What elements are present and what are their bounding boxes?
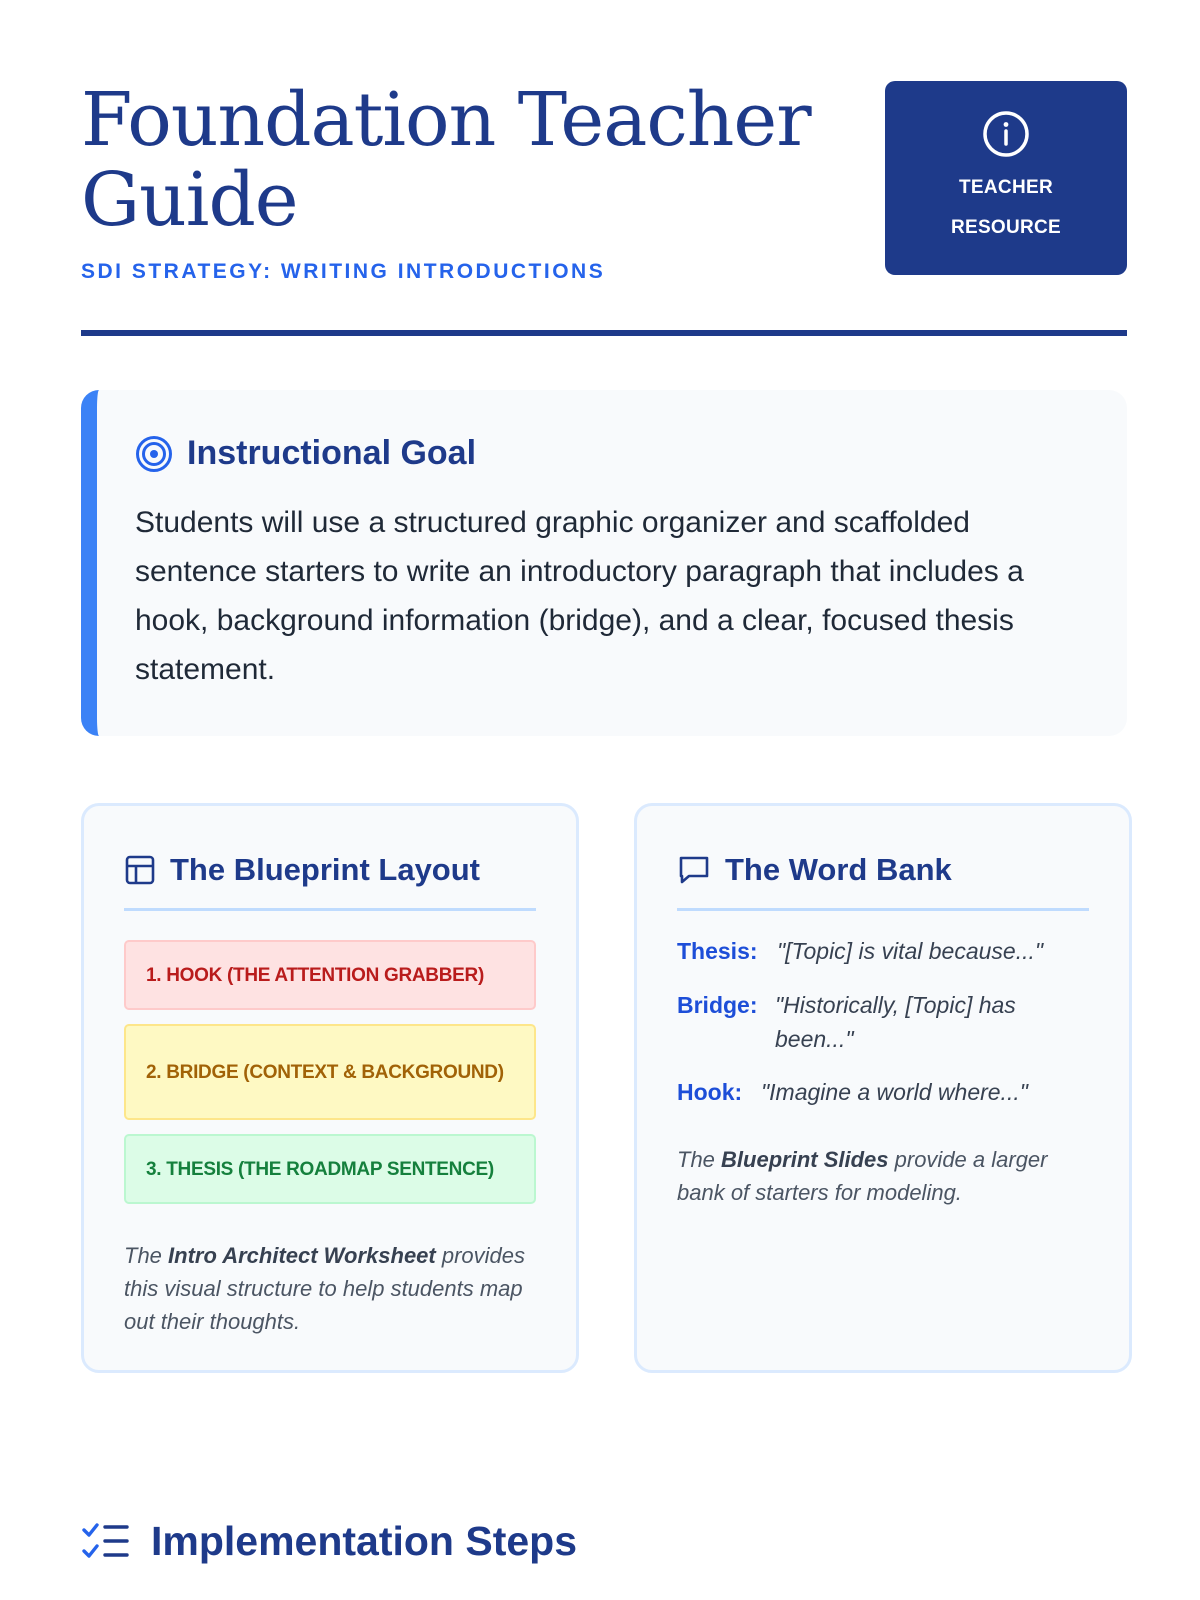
- layout-icon: [124, 854, 156, 886]
- blueprint-thesis-box: 3. THESIS (THE ROADMAP SENTENCE): [124, 1134, 536, 1204]
- goal-heading-text: Instructional Goal: [187, 434, 477, 472]
- wordbank-value: "[Topic] is vital because...": [777, 938, 1044, 964]
- blueprint-heading: [124, 852, 480, 888]
- page-header: [81, 77, 1127, 336]
- info-icon: [981, 109, 1031, 159]
- badge-line-1: TEACHER: [959, 177, 1053, 198]
- wordbank-note: [677, 1143, 1077, 1209]
- chat-icon: [677, 854, 711, 886]
- wordbank-title: The Word Bank: [725, 852, 952, 887]
- goal-text: Students will use a structured graphic organizer and scaffolded sentence starters to write an introductory paragraph that includes a hook, background information (bridge), and a clear, focused thesis statement.: [135, 506, 1024, 686]
- blueprint-note: [124, 1239, 544, 1338]
- goal-heading: [135, 434, 476, 473]
- wordbank-label: Hook:: [677, 1079, 743, 1105]
- blueprint-hook-box: 1. HOOK (THE ATTENTION GRABBER): [124, 940, 536, 1010]
- page-subtitle: SDI STRATEGY: WRITING INTRODUCTIONS: [81, 260, 606, 283]
- checklist-icon: [81, 1521, 131, 1563]
- header-divider: [81, 330, 1127, 336]
- implementation-title: Implementation Steps: [151, 1518, 578, 1564]
- wordbank-value: "Historically, [Topic] has been...": [775, 992, 1016, 1052]
- implementation-heading: [81, 1518, 577, 1565]
- blueprint-note-prefix: The: [124, 1243, 169, 1268]
- blueprint-divider: [124, 908, 536, 911]
- wordbank-label: Bridge:: [677, 992, 758, 1018]
- wordbank-value: "Imagine a world where...": [761, 1079, 1028, 1105]
- wordbank-note-bold: Blueprint Slides: [721, 1147, 889, 1172]
- teacher-resource-badge: [885, 81, 1127, 275]
- target-icon: [135, 435, 173, 473]
- word-bank-card: [634, 803, 1132, 1373]
- wordbank-divider: [677, 908, 1089, 911]
- page-title: Foundation Teacher Guide: [81, 77, 811, 243]
- wordbank-note-prefix: The: [677, 1147, 722, 1172]
- wordbank-heading: [677, 852, 952, 888]
- blueprint-note-suffix: provides this visual structure to help students map out their thoughts.: [124, 1243, 526, 1334]
- blueprint-layout-card: [81, 803, 579, 1373]
- badge-line-2: RESOURCE: [950, 217, 1062, 238]
- blueprint-title: The Blueprint Layout: [170, 852, 480, 887]
- wordbank-label: Thesis:: [677, 938, 758, 964]
- instructional-goal-panel: [81, 390, 1127, 736]
- wordbank-note-suffix: provide a larger bank of starters for modeling.: [677, 1147, 1048, 1205]
- blueprint-bridge-box: 2. BRIDGE (CONTEXT & BACKGROUND): [124, 1024, 536, 1120]
- blueprint-note-bold: Intro Architect Worksheet: [168, 1243, 436, 1268]
